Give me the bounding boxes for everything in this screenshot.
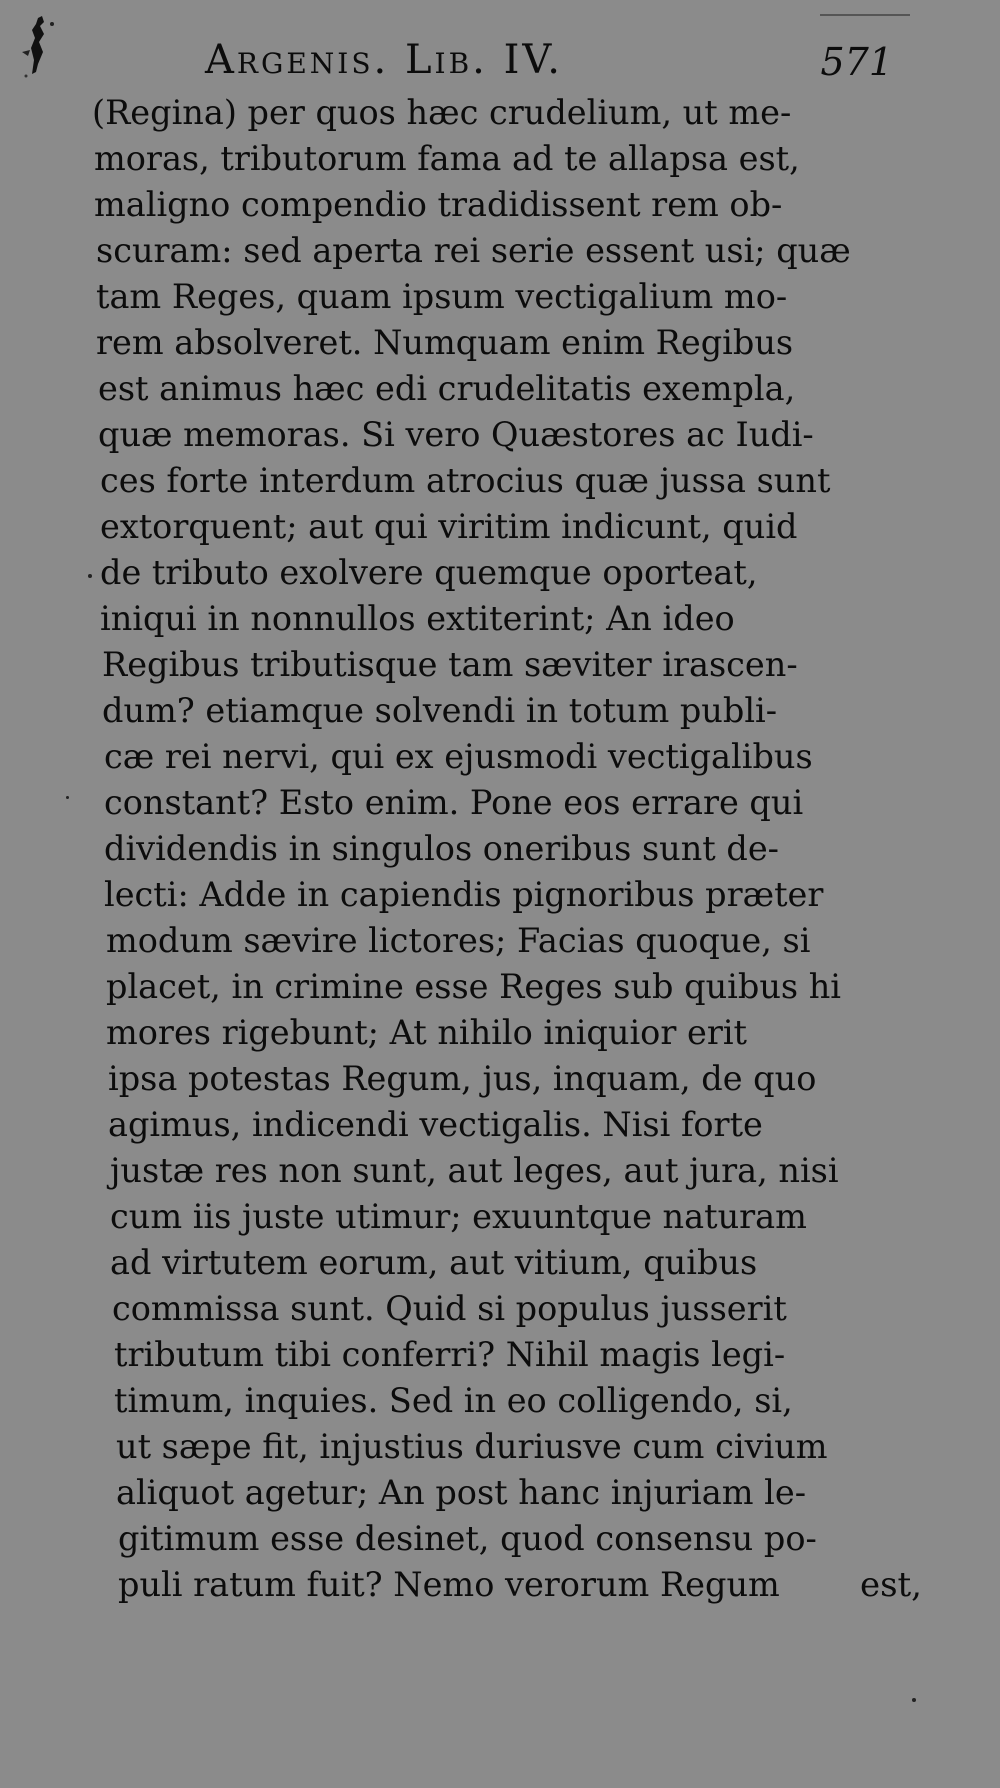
text-line: ipsa potestas Regum, jus, inquam, de quo [108, 1059, 817, 1098]
text-line: lecti: Adde in capiendis pignoribus præter [104, 875, 824, 914]
text-line: dum? etiamque solvendi in totum publi- [102, 691, 778, 730]
text-line: tributum tibi conferri? Nihil magis legi- [114, 1335, 786, 1374]
ink-speck [88, 574, 92, 578]
text-line: ces forte interdum atrocius quæ jussa sunt [100, 461, 831, 500]
text-line: rem absolveret. Numquam enim Regibus [96, 323, 794, 362]
text-line: modum sævire lictores; Facias quoque, si [106, 921, 811, 960]
text-line: aliquot agetur; An post hanc injuriam le- [116, 1473, 807, 1512]
text-line: ut sæpe fit, injustius duriusve cum civium [116, 1427, 828, 1466]
text-line: placet, in crimine esse Reges sub quibus hi [106, 967, 842, 1006]
text-line: extorquent; aut qui viritim indicunt, quid [100, 507, 798, 546]
text-line: quæ memoras. Si vero Quæstores ac Iudi- [98, 415, 814, 454]
text-line: ad virtutem eorum, aut vitium, quibus [110, 1243, 758, 1282]
text-line: maligno compendio tradidissent rem ob- [94, 185, 783, 224]
ink-speck [912, 1698, 916, 1702]
text-line: cæ rei nervi, qui ex ejusmodi vectigalibus [104, 737, 813, 776]
text-line: timum, inquies. Sed in eo colligendo, si, [114, 1381, 793, 1420]
ink-blot-mark [18, 12, 62, 92]
text-line: puli ratum fuit? Nemo verorum Regum [118, 1565, 780, 1604]
text-line: scuram: sed aperta rei serie essent usi; quæ [96, 231, 851, 270]
text-line: agimus, indicendi vectigalis. Nisi forte [108, 1105, 763, 1144]
text-line: mores rigebunt; At nihilo iniquior erit [106, 1013, 748, 1052]
text-line: justæ res non sunt, aut leges, aut jura, nisi [110, 1151, 839, 1190]
page-number: 571 [820, 40, 893, 84]
catchword: est, [859, 1565, 922, 1605]
text-line: est animus hæc edi crudelitatis exempla, [98, 369, 796, 408]
text-line: tam Reges, quam ipsum vectigalium mo- [96, 277, 788, 316]
text-line: constant? Esto enim. Pone eos errare qui [104, 783, 804, 822]
text-line: (Regina) per quos hæc crudelium, ut me- [92, 93, 792, 132]
text-line: iniqui in nonnullos extiterint; An ideo [100, 599, 735, 638]
ink-speck [66, 796, 69, 799]
running-title: Argenis. Lib. IV. [205, 37, 563, 83]
text-line: dividendis in singulos oneribus sunt de- [104, 829, 780, 868]
text-line: Regibus tributisque tam sæviter irascen- [102, 645, 798, 684]
text-line: de tributo exolvere quemque oporteat, [100, 553, 758, 592]
text-line: gitimum esse desinet, quod consensu po- [118, 1519, 817, 1558]
text-line: commissa sunt. Quid si populus jusserit [112, 1289, 787, 1328]
body-text [92, 90, 930, 1608]
text-line: cum iis juste utimur; exuuntque naturam [110, 1197, 807, 1236]
top-margin-rule [820, 14, 910, 16]
text-line: moras, tributorum fama ad te allapsa est, [94, 139, 800, 178]
page-header [205, 30, 925, 90]
